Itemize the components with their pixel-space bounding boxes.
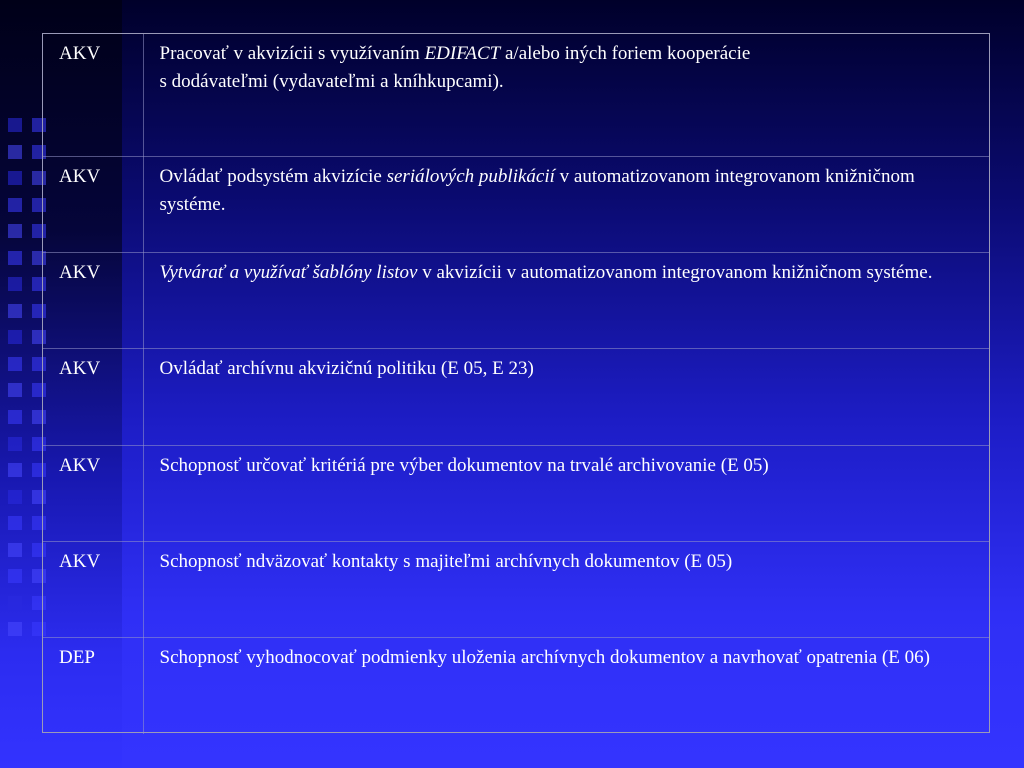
row-description bbox=[143, 348, 989, 445]
row-code: AKV bbox=[43, 34, 143, 156]
decor-square bbox=[8, 357, 22, 371]
decor-square bbox=[8, 516, 22, 530]
text-run: v automatizovanom integrovanom knižničnom systéme. bbox=[159, 165, 915, 215]
text-run: Schopnosť určovať kritériá pre výber dokumentov na trvalé archivovanie (E 05) bbox=[159, 454, 769, 476]
decor-square bbox=[8, 463, 22, 477]
decor-square bbox=[8, 277, 22, 291]
decor-square bbox=[8, 596, 22, 610]
italic-text-run: Vytvárať a využívať šablóny listov bbox=[159, 261, 418, 283]
text-run: Ovládať podsystém akvizície bbox=[159, 165, 387, 187]
text-run: Schopnosť ndväzovať kontakty s majiteľmi archívnych dokumentov (E 05) bbox=[159, 550, 733, 572]
decor-square bbox=[8, 437, 22, 451]
row-code: DEP bbox=[43, 637, 143, 734]
text-run: s dodávateľmi (vydavateľmi a kníhkupcami). bbox=[159, 71, 504, 92]
row-code: AKV bbox=[43, 541, 143, 637]
decor-square bbox=[8, 622, 22, 636]
table-row bbox=[43, 34, 989, 156]
decor-square bbox=[8, 224, 22, 238]
table-row bbox=[43, 445, 989, 541]
row-description bbox=[143, 541, 989, 637]
decor-square bbox=[8, 569, 22, 583]
text-run: a/alebo iných foriem kooperácie bbox=[500, 43, 751, 64]
text-run: Pracovať v akvizícii s využívaním bbox=[159, 43, 425, 64]
decor-square bbox=[8, 171, 22, 185]
row-description bbox=[143, 445, 989, 541]
decorative-squares bbox=[0, 118, 40, 638]
row-code: AKV bbox=[43, 445, 143, 541]
row-description bbox=[143, 34, 989, 156]
decor-square bbox=[8, 198, 22, 212]
table-row bbox=[43, 348, 989, 445]
row-code: AKV bbox=[43, 156, 143, 252]
row-description bbox=[143, 252, 989, 348]
decor-square bbox=[8, 490, 22, 504]
table-row bbox=[43, 541, 989, 637]
decor-square bbox=[8, 304, 22, 318]
row-description bbox=[143, 637, 989, 734]
table-row bbox=[43, 252, 989, 348]
text-run: Schopnosť vyhodnocovať podmienky uloženia archívnych dokumentov a navrhovať opatrenia (E 06) bbox=[159, 646, 930, 668]
row-description bbox=[143, 156, 989, 252]
decor-square bbox=[8, 383, 22, 397]
italic-text-run: EDIFACT bbox=[424, 43, 501, 64]
decor-square bbox=[8, 251, 22, 265]
italic-text-run: seriálových publikácií bbox=[386, 165, 555, 187]
text-run: Ovládať archívnu akvizičnú politiku (E 05, E 23) bbox=[159, 357, 534, 379]
competency-table bbox=[42, 33, 990, 733]
decor-square bbox=[8, 410, 22, 424]
text-run: v akvizícii v automatizovanom integrovanom knižničnom systéme. bbox=[417, 261, 933, 283]
row-code: AKV bbox=[43, 348, 143, 445]
table-row bbox=[43, 637, 989, 734]
decor-square bbox=[8, 145, 22, 159]
decor-square bbox=[8, 543, 22, 557]
row-code: AKV bbox=[43, 252, 143, 348]
table-row bbox=[43, 156, 989, 252]
decor-square bbox=[8, 330, 22, 344]
decor-square bbox=[8, 118, 22, 132]
